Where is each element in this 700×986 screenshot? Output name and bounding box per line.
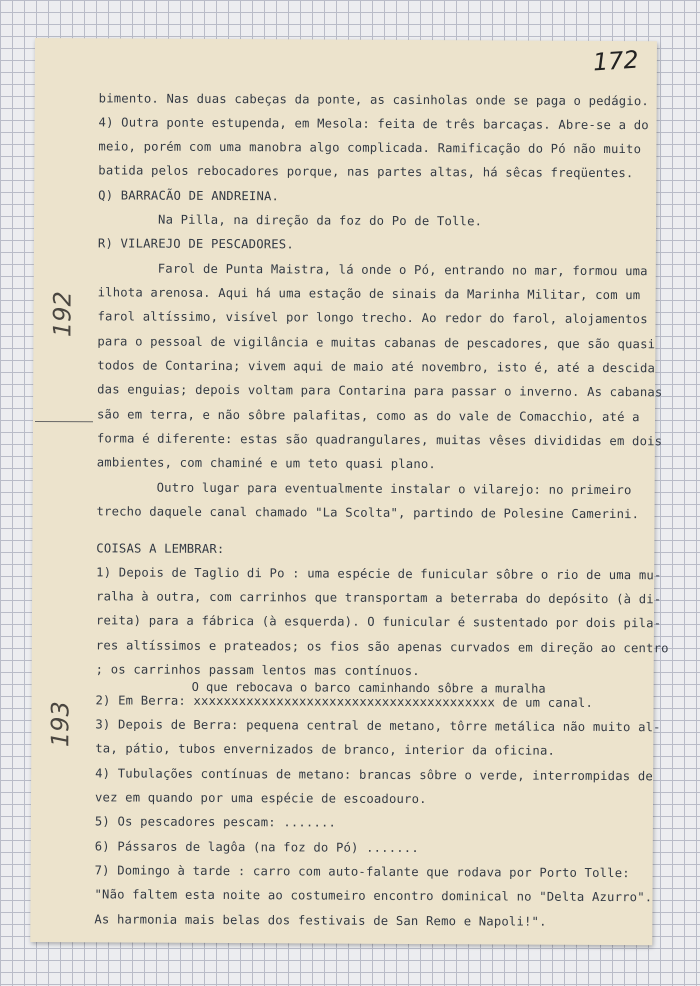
text-line: trecho daquele canal chamado "La Scolta", partindo de Polesine Camerini. bbox=[96, 504, 640, 522]
interlinear-insertion: O que rebocava o barco caminhando sôbre a muralha bbox=[191, 679, 546, 696]
section-heading-coisas: COISAS A LEMBRAR: bbox=[96, 541, 225, 556]
text-line: ambientes, com chaminé e um teto quasi plano. bbox=[96, 455, 436, 472]
text-line: todos de Contarina; vivem aqui de maio até novembro, isto é, até a descida bbox=[97, 358, 656, 376]
margin-number-193: 193 bbox=[46, 701, 75, 748]
text-line: ta, pátio, tubos envernizados de branco, interior da oficina. bbox=[95, 741, 556, 758]
text-line: "Não faltem esta noite ao costumeiro encontro dominical no "Delta Azurro". bbox=[94, 887, 653, 905]
text-line: 4) Tubulações contínuas de metano: brancas sôbre o verde, interrompidas de bbox=[95, 766, 653, 784]
text-line: reita) para a fábrica (à esquerda). O funicular é sustentado por dois pila- bbox=[95, 613, 662, 631]
text-line: 5) Os pescadores pescam: ....... bbox=[94, 814, 337, 830]
text-line: vez em quando por uma espécie de escoadouro. bbox=[94, 790, 427, 807]
text-line: ilhota arenosa. Aqui há uma estação de sinais da Marinha Militar, com um bbox=[97, 285, 641, 303]
typewritten-page bbox=[30, 38, 669, 945]
text-line: para o pessoal de vigilância e muitas cabanas de pescadores, que são quasi bbox=[97, 334, 656, 352]
text-line: 4) Outra ponte estupenda, em Mesola: feita de três barcaças. Abre-se a do bbox=[98, 115, 649, 133]
text-line: bimento. Nas duas cabeças da ponte, as casinholas onde se paga o pedágio. bbox=[98, 91, 649, 109]
text-line: res altíssimos e prateados; os fios são apenas curvados em direção ao centro bbox=[95, 638, 669, 656]
section-heading-q: Q) BARRACÃO DE ANDREINA. bbox=[98, 188, 280, 204]
text-line: 7) Domingo à tarde : carro com auto-falante que rodava por Porto Tolle: bbox=[94, 863, 630, 881]
text-line: das enguias; depois voltam para Contarina para passar o inverno. As cabanas bbox=[97, 382, 663, 400]
text-line-struck: 2) Em Berra: xxxxxxxxxxxxxxxxxxxxxxxxxxxxxxxxxxxxxxxx de um canal. bbox=[95, 693, 594, 710]
text-line: ralha à outra, com carrinhos que transportam a beterraba do depósito (à di- bbox=[96, 589, 662, 607]
section-heading-r: R) VILAREJO DE PESCADORES. bbox=[97, 236, 294, 252]
margin-number-192: 192 bbox=[48, 291, 77, 338]
text-line: 6) Pássaros de lagôa (na foz do Pó) ....... bbox=[94, 839, 419, 856]
margin-rule bbox=[35, 421, 93, 422]
text-line: As harmonia mais belas dos festivais de San Remo e Napoli!". bbox=[94, 912, 547, 929]
text-line: farol altíssimo, visível por longo trecho. Ao redor do farol, alojamentos bbox=[97, 309, 648, 327]
text-line: 3) Depois de Berra: pequena central de metano, tôrre metálica não muito al- bbox=[95, 717, 661, 735]
text-line: forma é diferente: estas são quadrangulares, muitas vêses divididas em dois bbox=[96, 431, 663, 449]
text-line: meio, porém com uma manobra algo complicada. Ramificação do Pó não muito bbox=[98, 139, 642, 157]
text-line: batida pelos rebocadores porque, nas partes altas, há sêcas freqüentes. bbox=[98, 163, 634, 181]
text-line: Na Pilla, na direção da foz do Po de Tolle. bbox=[158, 212, 483, 229]
text-line: 1) Depois de Taglio di Po : uma espécie de funicular sôbre o rio de uma mu- bbox=[96, 565, 662, 583]
page-number: 172 bbox=[592, 45, 640, 77]
text-line: ; os carrinhos passam lentos mas contínuos. bbox=[95, 662, 420, 679]
text-line: são em terra, e não sôbre palafitas, como as do vale de Comacchio, até a bbox=[96, 407, 640, 425]
text-line: Farol de Punta Maistra, lá onde o Pó, entrando no mar, formou uma bbox=[157, 261, 648, 279]
text-line: Outro lugar para eventualmente instalar o vilarejo: no primeiro bbox=[156, 480, 632, 498]
